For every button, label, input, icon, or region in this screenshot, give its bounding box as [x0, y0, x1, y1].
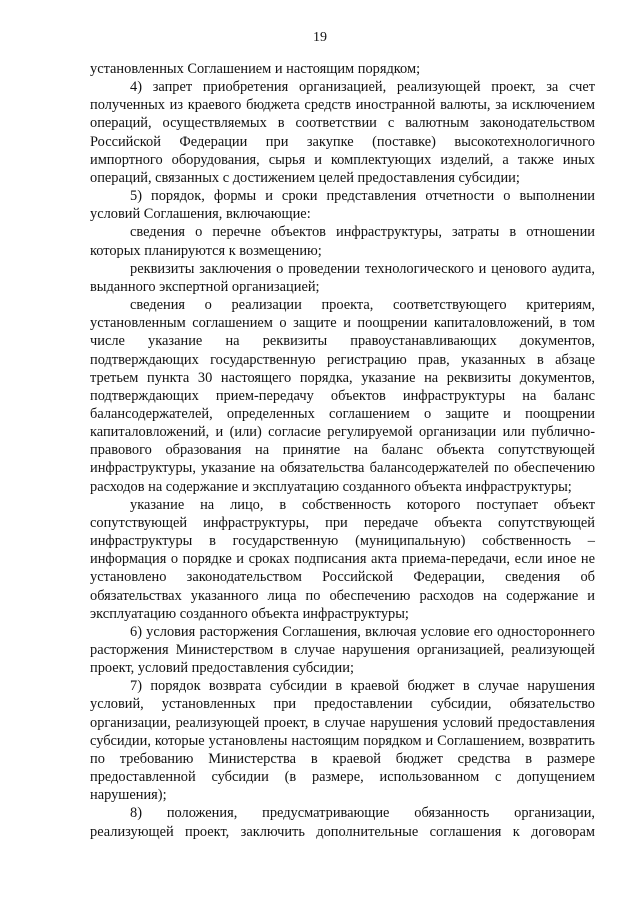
paragraph-continuation: установленных Соглашением и настоящим порядком; [90, 61, 421, 77]
paragraph-infrastructure-list: сведения о перечне объектов инфраструктуры, затраты в отношении которых планируются к возмещению; [90, 224, 595, 259]
page-number: 19 [313, 30, 327, 45]
paragraph-owner-info: указание на лицо, в собственность которого поступает объект сопутствующей инфраструктуры, при передаче объекта сопутствующей инфраструктуры в государственную (муниципальную) собственность – информация о порядке и сроках подписания акта приема-передачи, если иное не установлено законодательством Российской Федерации, сведения об обязательствах указанного лица по обеспечению расходов на содержание и эксплуатацию созданного объекта инфраструктуры; [90, 496, 595, 622]
paragraph-item-8: 8) положения, предусматривающие обязанность организации, реализующей проект, заключить дополнительные соглашения к договорам [90, 805, 595, 840]
paragraph-audit-details: реквизиты заключения о проведении технологического и ценового аудита, выданного экспертной организацией; [90, 260, 595, 295]
paragraph-project-info: сведения о реализации проекта, соответствующего критериям, установленным соглашением о защите и поощрении капиталовложений, в том числе указание на реквизиты правоустанавливающих документов, подтверждающих государственную регистрацию прав, указанных в абзаце третьем пункта 30 настоящего порядка, указание на реквизиты документов, подтверждающих прием-передачу объектов инфраструктуры на баланс балансодержателей, определенных соглашением о защите и поощрении капиталовложений, и (или) согласие регулируемой организации или публично-правового образования на принятие на баланс объекта сопутствующей инфраструктуры, указание на обязательства балансодержателей по обеспечению расходов на содержание и эксплуатацию созданного объекта инфраструктуры; [90, 297, 595, 495]
paragraph-item-6: 6) условия расторжения Соглашения, включая условие его одностороннего расторжения Министерством в случае нарушения организацией, реализующей проект, условий предоставления субсидии; [90, 623, 595, 677]
paragraph-item-7: 7) порядок возврата субсидии в краевой бюджет в случае нарушения условий, установленных при предоставлении субсидии, обязательство организации, реализующей проект, в случае нарушения условий предоставления субсидии, которые установлены настоящим порядком и Соглашением, возвратить по требованию Министерства в краевой бюджет средства в размере предоставленной субсидии (в размере, использованном с допущением нарушения); [90, 678, 595, 804]
paragraph-item-4: 4) запрет приобретения организацией, реализующей проект, за счет полученных из краевого бюджета средств иностранной валюты, за исключением операций, осуществляемых в соответствии с валютным законодательством Российской Федерации при закупке (поставке) высокотехнологичного импортного оборудования, сырья и комплектующих изделий, а также иных операций, связанных с достижением целей предоставления субсидии; [90, 79, 595, 186]
document-body [90, 60, 595, 841]
paragraph-item-5: 5) порядок, формы и сроки представления отчетности о выполнении условий Соглашения, включающие: [90, 188, 595, 223]
